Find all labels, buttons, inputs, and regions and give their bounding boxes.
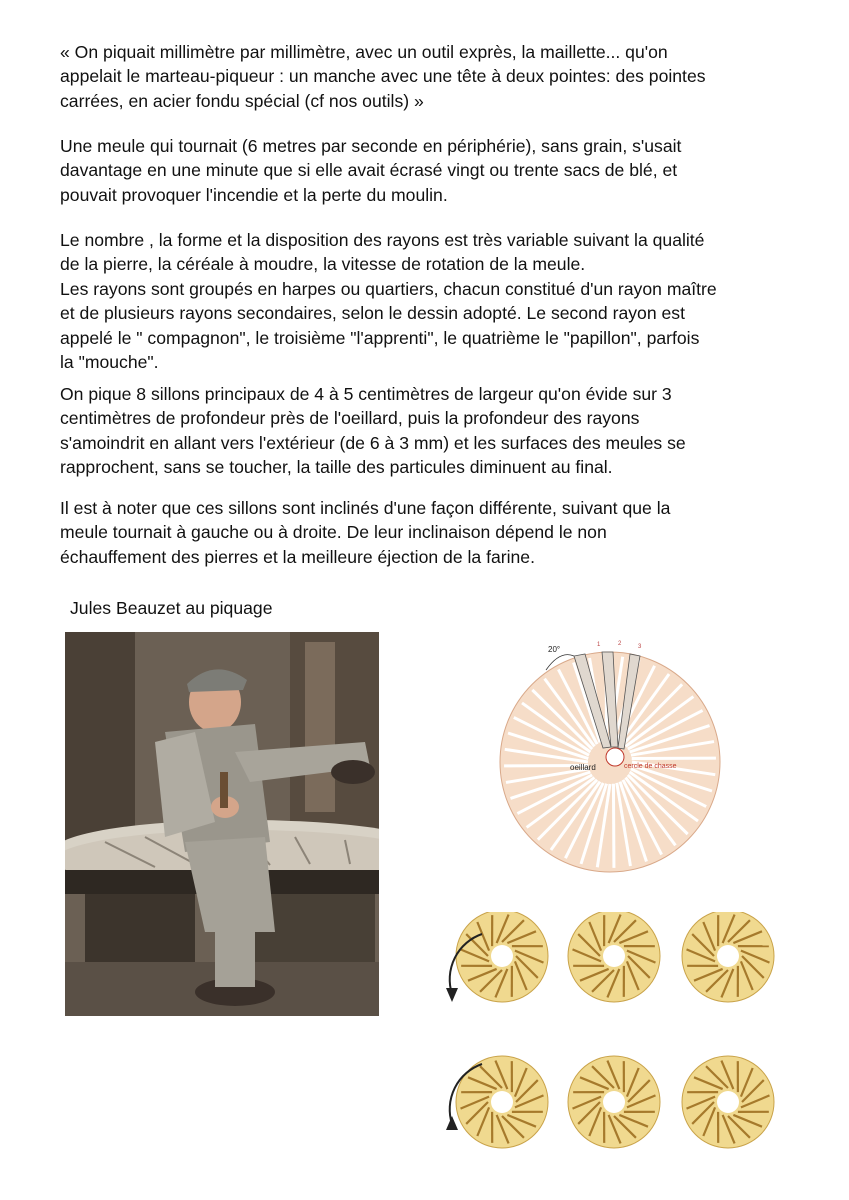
arrowhead-cw (446, 1116, 458, 1130)
text-line: Il est à noter que ces sillons sont inclinés d'une façon différente, suivant que la (60, 498, 671, 518)
text-line: appelé le " compagnon", le troisième "l'apprenti", le quatrième le "papillon", parfois (60, 327, 700, 348)
paragraph-rays (60, 228, 820, 374)
diagram-oeillard (606, 748, 624, 766)
diagram-oeillard-label: oeillard (570, 763, 596, 772)
text-line: la "mouche". (60, 352, 159, 373)
arrowhead-ccw (446, 988, 458, 1002)
text-line: pouvait provoquer l'incendie et la perte du moulin. (60, 184, 448, 205)
text-line: Les rayons sont groupés en harpes ou quartiers, chacun constitué d'un rayon maître (60, 278, 717, 299)
millstone-figure (568, 912, 660, 1002)
diagram-ray-2: 2 (618, 641, 622, 647)
paragraph-inclination (60, 496, 820, 569)
text-line: et de plusieurs rayons secondaires, selon le dessin adopté. Le second rayon est (60, 303, 685, 324)
text-line: centimètres de profondeur près de l'oeillard, puis la profondeur des rayons (60, 408, 640, 429)
text-line: appelait le marteau-piqueur : un manche avec une tête à deux pointes: des pointes (60, 66, 706, 87)
diagram-ray-3: 3 (638, 644, 642, 650)
paragraph-speed (60, 134, 820, 207)
text-line: « On piquait millimètre par millimètre, avec un outil exprès, la maillette... qu'on (60, 42, 668, 62)
text-line: Le nombre , la forme et la disposition des rayons est très variable suivant la qualité (60, 230, 705, 250)
text-line: On pique 8 sillons principaux de 4 à 5 centimètres de largeur qu'on évide sur 3 (60, 384, 672, 404)
text-line: davantage en une minute que si elle avait écrasé vingt ou trente sacs de blé, et (60, 160, 678, 181)
photo-man-dressing-millstone (65, 632, 379, 1016)
text-line: échauffement des pierres et la meilleure éjection de la farine. (60, 546, 535, 567)
text-line: Une meule qui tournait (6 metres par seconde en périphérie), sans grain, s'usait (60, 136, 682, 156)
millstone-figure (568, 1056, 660, 1148)
diagram-cercle-label: cercle de chasse (624, 763, 677, 770)
diagram-angle-label: 20° (548, 645, 561, 654)
text-line: meule tournait à gauche ou à droite. De leur inclinaison dépend le non (60, 522, 607, 543)
text-line: de la pierre, la céréale à moudre, la vitesse de rotation de la meule. (60, 254, 586, 275)
millstone-figure (682, 1056, 774, 1148)
millstone-figure (682, 912, 774, 1002)
diagram-ray-1: 1 (597, 642, 601, 648)
millstone-grooves-diagram (490, 630, 730, 885)
paragraph-grooves (60, 382, 820, 480)
paragraph-quote (60, 40, 820, 113)
text-line: s'amoindrit en allant vers l'extérieur (de 6 à 3 mm) et les surfaces des meules se (60, 432, 686, 453)
text-line: carrées, en acier fondu spécial (cf nos outils) » (60, 90, 424, 111)
photo-caption: Jules Beauzet au piquage (70, 598, 273, 618)
millstone-rotation-figures (430, 912, 790, 1192)
text-line: rapprochent, sans se toucher, la taille des particules diminuent au final. (60, 457, 613, 478)
millstone-figure (456, 912, 548, 1002)
